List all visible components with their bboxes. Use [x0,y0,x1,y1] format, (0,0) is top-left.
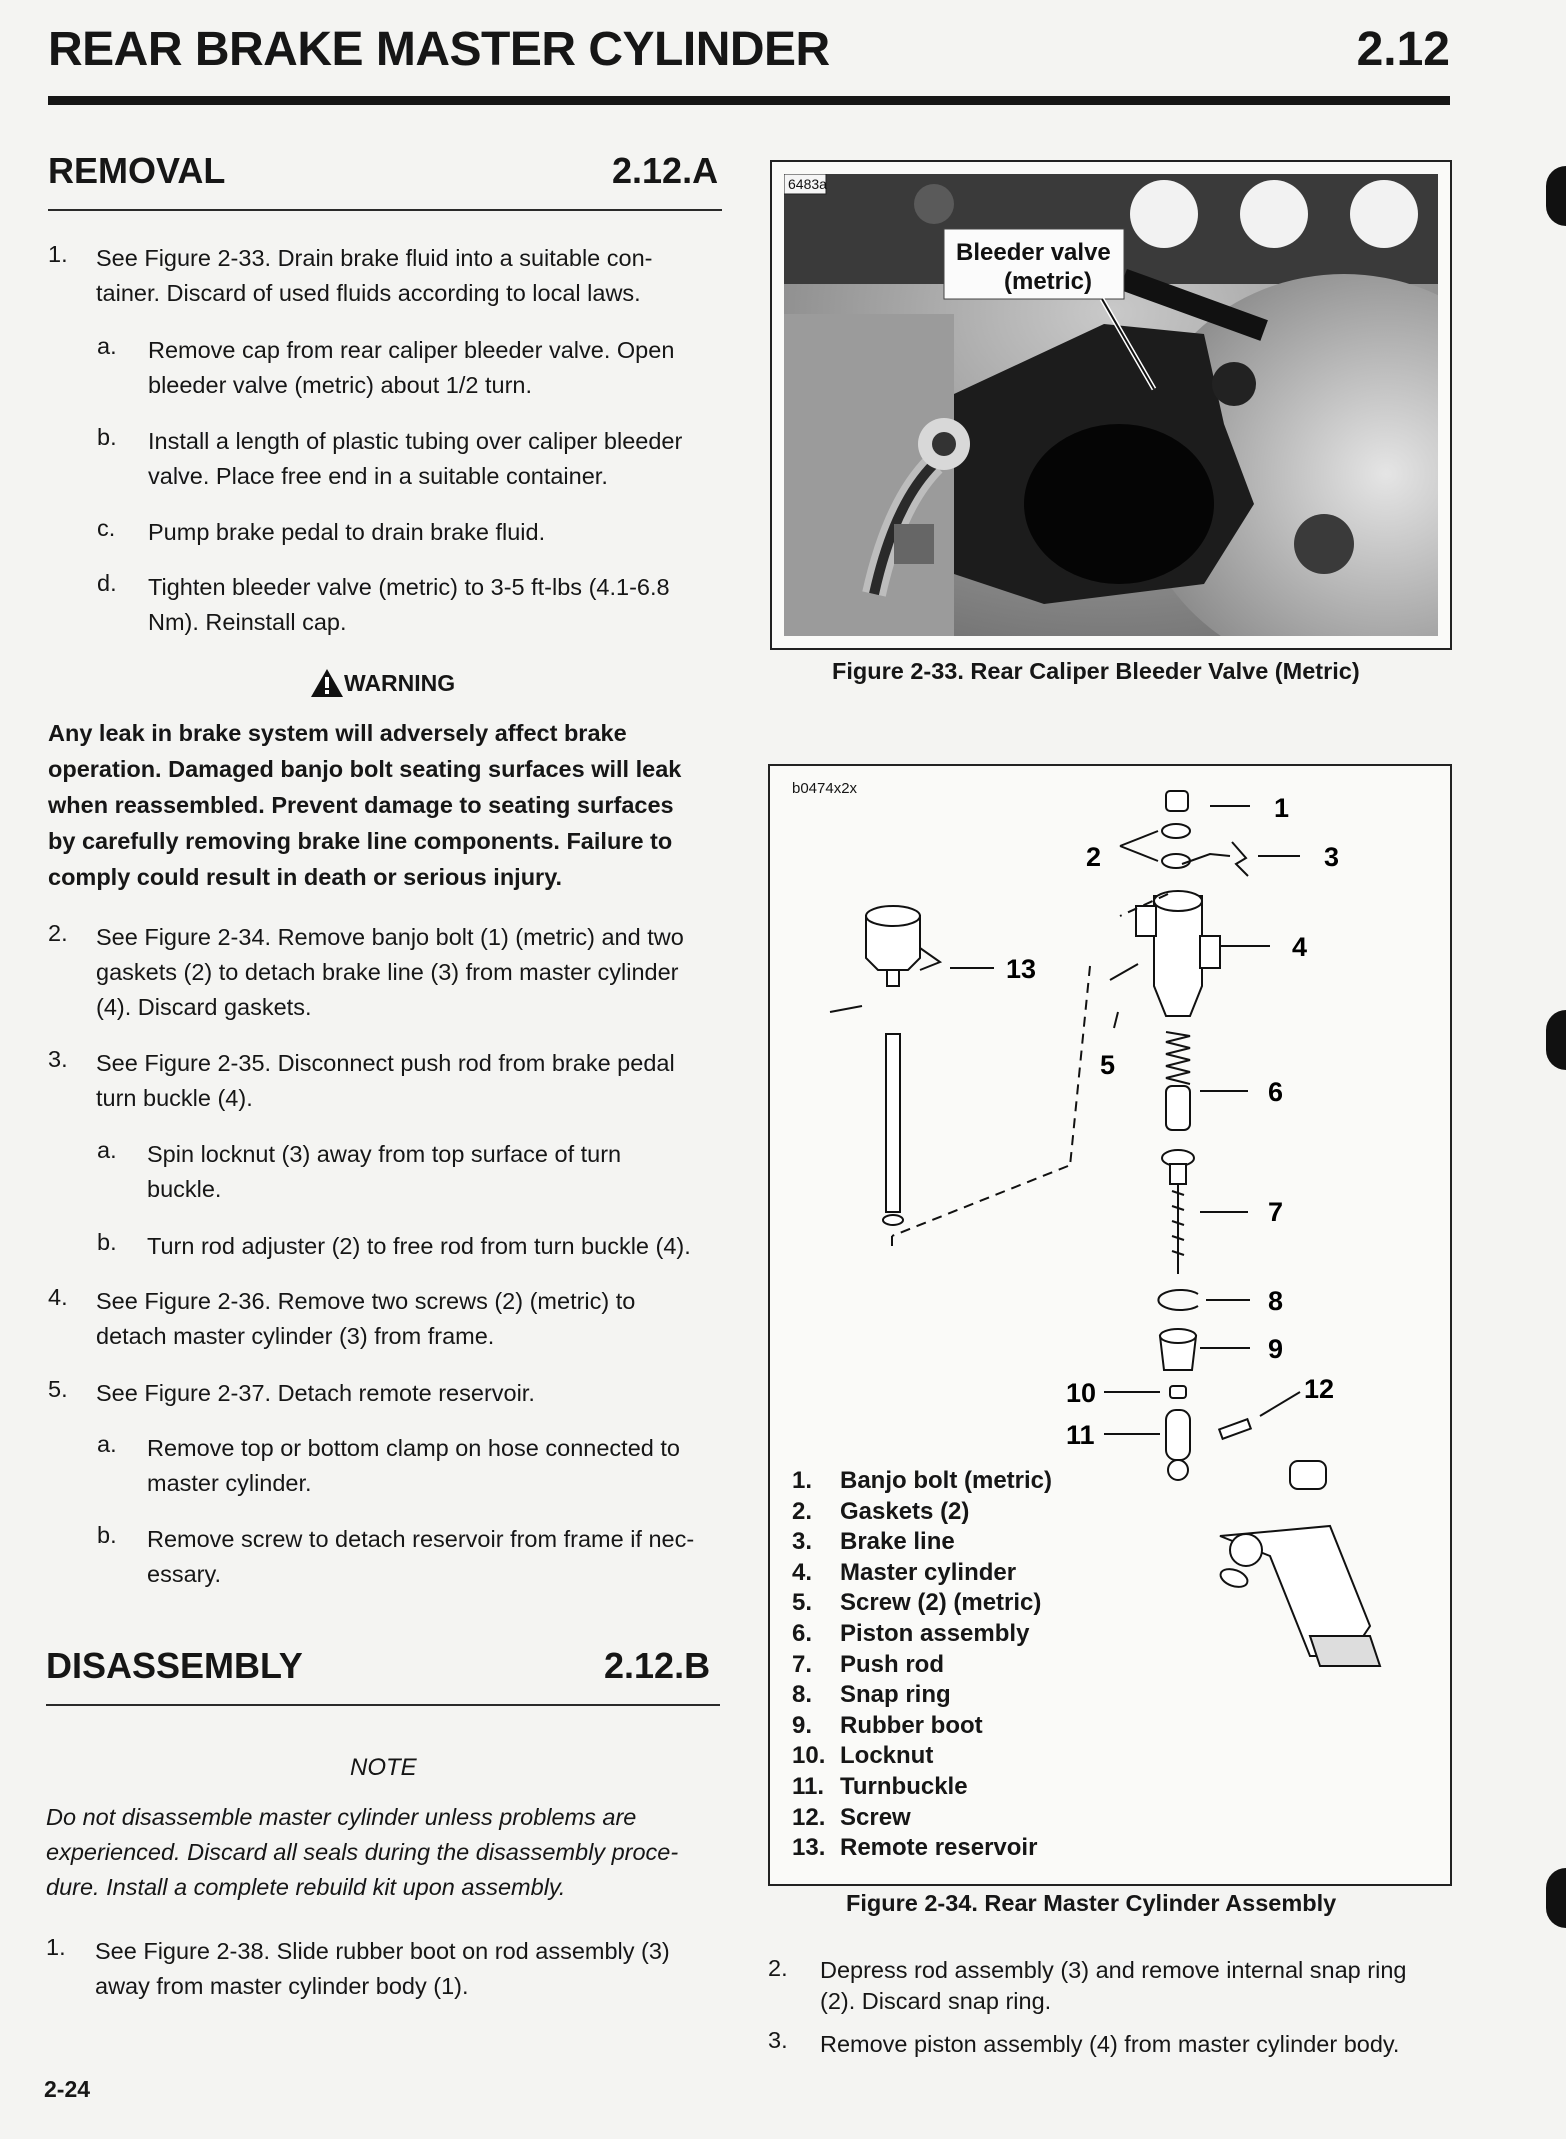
disassembly-step-3: 3. Remove piston assembly (4) from master cylinder body. [768,2027,1400,2057]
legend-item: 8. Snap ring [792,1681,951,1709]
removal-step-1: 1. See Figure 2-33. Drain brake fluid into a suitable con- tainer. Discard of used fluids according to local laws. [48,241,728,311]
callout-2: 2 [1086,842,1102,872]
legend-item: 9. Rubber boot [792,1711,983,1739]
legend-item: 13. Remote reservoir [792,1834,1038,1862]
line: tainer. Discard of used fluids according to local laws. [96,280,641,306]
figure-2-34-caption: Figure 2-34. Rear Master Cylinder Assembly [846,1890,1337,1916]
figure-2-33-caption: Figure 2-33. Rear Caliper Bleeder Valve (Metric) [832,658,1360,684]
warning-triangle-icon [310,668,344,698]
line: See Figure 2-33. Drain brake fluid into a suitable con- [96,245,653,271]
removal-step-3a: a. Spin locknut (3) away from top surface of turn buckle. [97,1137,622,1202]
figure-2-33 [770,160,1452,650]
removal-step-3b: b. Turn rod adjuster (2) to free rod from turn buckle (4). [97,1229,691,1259]
edge-tab [1546,166,1566,226]
disassembly-number: 2.12.B [604,1645,711,1686]
section-number: 2.12 [1356,23,1450,76]
callout-7: 7 [1268,1197,1284,1227]
page-number: 2-24 [44,2076,91,2102]
removal-rule [48,209,722,211]
removal-step-1d: d. Tighten bleeder valve (metric) to 3-5 ft-lbs (4.1-6.8 Nm). Reinstall cap. [97,570,670,635]
removal-step-2: 2. See Figure 2-34. Remove banjo bolt (1) (metric) and two gaskets (2) to detach brake line (3) from master cylinder (4). Discard gaskets. [48,920,684,1020]
note-text: Do not disassemble master cylinder unless problems are experienced. Discard all seals during the disassembly proce- dure. Install a complete rebuild kit upon assembly. [46,1804,679,1900]
removal-step-3: 3. See Figure 2-35. Disconnect push rod from brake pedal turn buckle (4). [48,1046,675,1111]
callout-10: 10 [1066,1378,1097,1408]
callout-8: 8 [1268,1286,1284,1316]
removal-step-4: 4. See Figure 2-36. Remove two screws (2) (metric) to detach master cylinder (3) from frame. [48,1284,636,1349]
figure-id: 6483a [788,176,827,192]
warning-label: WARNING [310,668,455,698]
disassembly-rule [46,1704,720,1706]
removal-step-1b: b. Install a length of plastic tubing over caliper bleeder valve. Place free end in a suitable container. [97,424,683,489]
legend-item: 12. Screw [792,1803,911,1831]
legend-item: 11. Turnbuckle [792,1772,968,1800]
callout-1: 1 [1274,793,1290,823]
note-label: NOTE [350,1754,417,1781]
callout-6: 6 [1268,1077,1284,1107]
edge-tab [1546,1010,1566,1070]
bleeder-label-1: Bleeder valve [956,239,1111,266]
figure-2-34 [768,764,1452,1886]
caliper-photo [784,174,1438,636]
removal-step-1a: a. Remove cap from rear caliper bleeder valve. Open bleeder valve (metric) about 1/2 turn. [97,333,675,398]
disassembly-heading: DISASSEMBLY [46,1645,303,1686]
removal-step-1c: c. Pump brake pedal to drain brake fluid. [97,515,546,545]
callout-3: 3 [1324,842,1340,872]
disassembly-step-2: 2. Depress rod assembly (3) and remove internal snap ring (2). Discard snap ring. [768,1955,1407,2014]
removal-step-5a: a. Remove top or bottom clamp on hose connected to master cylinder. [97,1431,680,1496]
legend-item: 4. Master cylinder [792,1558,1017,1586]
legend-item: 5. Screw (2) (metric) [792,1589,1042,1617]
callout-12: 12 [1304,1374,1335,1404]
legend-item: 2. Gaskets (2) [792,1497,970,1525]
edge-tab [1546,1868,1566,1928]
callout-13: 13 [1006,954,1037,984]
header-rule [48,96,1450,105]
figure-id: b0474x2x [792,780,858,797]
removal-heading: REMOVAL [48,150,226,191]
callout-11: 11 [1066,1420,1095,1450]
figure-2-34-legend [792,1466,1052,1864]
bleeder-label-2: (metric) [1004,268,1093,295]
removal-number: 2.12.A [612,150,719,191]
legend-item: 1. Banjo bolt (metric) [792,1467,1053,1494]
callout-5: 5 [1100,1050,1116,1080]
removal-step-5b: b. Remove screw to detach reservoir from frame if nec- essary. [97,1522,695,1587]
callout-9: 9 [1268,1334,1284,1364]
page-title: REAR BRAKE MASTER CYLINDER [48,23,830,76]
legend-item: 10. Locknut [792,1742,934,1770]
callout-4: 4 [1292,932,1308,962]
legend-item: 6. Piston assembly [792,1619,1030,1647]
warning-text: Any leak in brake system will adversely affect brake operation. Damaged banjo bolt seating surfaces will leak when reassembled. Prevent damage to seating surfaces by carefully removing brake line components. Failure to comply could result in death or serious injury. [48,720,682,890]
disassembly-step-1: 1. See Figure 2-38. Slide rubber boot on rod assembly (3) away from master cylinder body (1). [46,1934,670,1999]
legend-item: 7. Push rod [792,1650,945,1678]
legend-item: 3. Brake line [792,1528,955,1556]
removal-step-5: 5. See Figure 2-37. Detach remote reservoir. [48,1376,535,1406]
